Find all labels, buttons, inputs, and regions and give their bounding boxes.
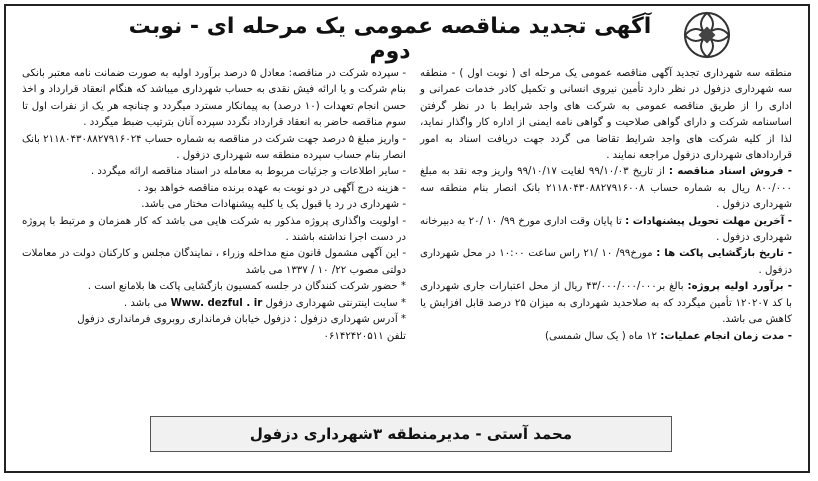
- website-link[interactable]: Www. dezful . ir: [170, 297, 263, 309]
- left-column: [22, 66, 406, 345]
- rejection-item: - شهرداری در رد یا قبول یک یا کلیه پیشنهادات مختار می باشد.: [141, 199, 406, 211]
- document-sale-item: [420, 164, 792, 213]
- duration-item: [420, 329, 792, 345]
- priority-item: - اولویت واگذاری پروژه مذکور به شرکت هایی می باشد که کار همزمان و مرتبط با پروژه در دست اجرا نداشته باشند .: [22, 215, 406, 244]
- notice-title: آگهی تجدید مناقصه عمومی یک مرحله ای - نوبت دوم: [128, 14, 652, 64]
- website-item: [22, 296, 406, 312]
- municipality-logo-icon: [680, 8, 734, 62]
- deadline-label: - آخرین مهلت تحویل پیشنهادات :: [625, 215, 793, 227]
- law-item: - این آگهی مشمول قانون منع مداخله وزراء ، نمایندگان مجلس و کارکنان دولت در معاملات دولتی مصوب ۲۲/ ۱۰ / ۱۳۳۷ می باشد: [22, 248, 406, 276]
- document-sale-label: - فروش اسناد مناقصه :: [668, 166, 792, 178]
- deadline-item: [420, 214, 792, 247]
- advert-cost-item: - هزینه درج آگهی در دو نوبت به عهده برنده مناقصه خواهد بود .: [137, 182, 406, 194]
- deposit-account-item: - واریز مبلغ ۵ درصد جهت شرکت در مناقصه به شماره حساب ۲۱۱۸۰۴۳۰۸۸۲۷۹۱۶۰۲۴ بانک انصار بنام حساب سپرده منطقه سه شهرداری دزفول .: [22, 133, 406, 162]
- address-item: * آدرس شهرداری دزفول : دزفول خیابان فرمانداری روبروی فرمانداری دزفول: [77, 314, 406, 326]
- document-sale-text: از تاریخ ۹۹/۱۰/۰۳ لغایت ۹۹/۱۰/۱۷ واریز وجه نقد به مبلغ ۸۰۰/۰۰۰ ریال به شماره حساب ۲۱۱۸۰۴۳۰۸۸۲۷۹۱۶۰۰۸ بانک انصار بنام منطقه سه شهرداری دزفول .: [420, 166, 792, 211]
- other-info-item: - سایر اطلاعات و جزئیات مربوط به معامله در اسناد مناقصه ارائه میگردد .: [90, 166, 406, 178]
- deposit-item: - سپرده شرکت در مناقصه: معادل ۵ درصد برآورد اولیه به صورت ضمانت نامه معتبر بانکی بنام شرکت و یا ارائه فیش نقدی به حساب شهرداری میباشد که هنگام انعقاد قرارداد و اخذ حسن انجام تعهدات (۱۰ درصد) به پیمانکار مسترد میگردد و چنانچه هر یک از نفرات اول تا سوم مناقصه حاضر به انعقاد قرارداد نگردد سپرده آنان بترتیب ضبط میگردد .: [22, 68, 406, 129]
- intro-paragraph: منطقه سه شهرداری تجدید آگهی مناقصه عمومی یک مرحله ای ( نوبت اول ) - منطقه سه شهرداری دزفول در نظر دارد تأمین نیروی انسانی و تکمیل کادر خدمات عمرانی و اداری را از طریق مناقصه عمومی به شرکت های واجد شرایط با در نظر گرفتن اساسنامه شرکت و دارای گواهی صلاحیت و گواهی نامه ایمنی از اداره کار واگذار نماید، لذا از کلیه شرکت های واجد شرایط تقاضا می گردد جهت دریافت اسناد به امور قراردادهای شهرداری دزفول مراجعه نمایند .: [420, 68, 792, 162]
- duration-text: ۱۲ ماه ( یک سال شمسی): [545, 330, 658, 342]
- opening-text: مورخ۹۹/ ۱۰ /۲۱ راس ساعت ۱۰:۰۰ در محل شهرداری دزفول .: [420, 248, 792, 276]
- estimate-item: [420, 279, 792, 328]
- phone-item: تلفن ۰۶۱۴۲۴۲۰۵۱۱: [323, 330, 406, 342]
- right-column: [420, 66, 792, 345]
- opening-item: [420, 246, 792, 279]
- signature-footer: محمد آستی - مدیرمنطقه ۳شهرداری دزفول: [150, 416, 672, 452]
- website-suffix: می باشد .: [123, 297, 168, 309]
- estimate-text: بالغ بر۴۳/۰۰۰/۰۰۰/۰۰۰ ریال از محل اعتبارات جاری شهرداری با کد ۱۲۰۲۰۷ تأمین میگردد که به صلاحدید شهرداری به میزان ۲۵ درصد قابل افزایش یا کاهش می باشد.: [420, 281, 792, 326]
- duration-label: - مدت زمان انجام عملیات:: [660, 330, 792, 342]
- estimate-label: - برآورد اولیه پروژه:: [687, 281, 792, 293]
- website-prefix: * سایت اینترنتی شهرداری دزفول: [265, 297, 406, 309]
- opening-label: - تاریخ بازگشایی پاکت ها :: [656, 248, 792, 260]
- deadline-text: تا پایان وقت اداری مورخ ۹۹/ ۱۰ /۲۰ به دبیرخانه شهرداری دزفول .: [420, 215, 792, 244]
- attendance-item: * حضور شرکت کنندگان در جلسه کمسیون بازگشایی پاکت ها بلامانع است .: [87, 281, 406, 293]
